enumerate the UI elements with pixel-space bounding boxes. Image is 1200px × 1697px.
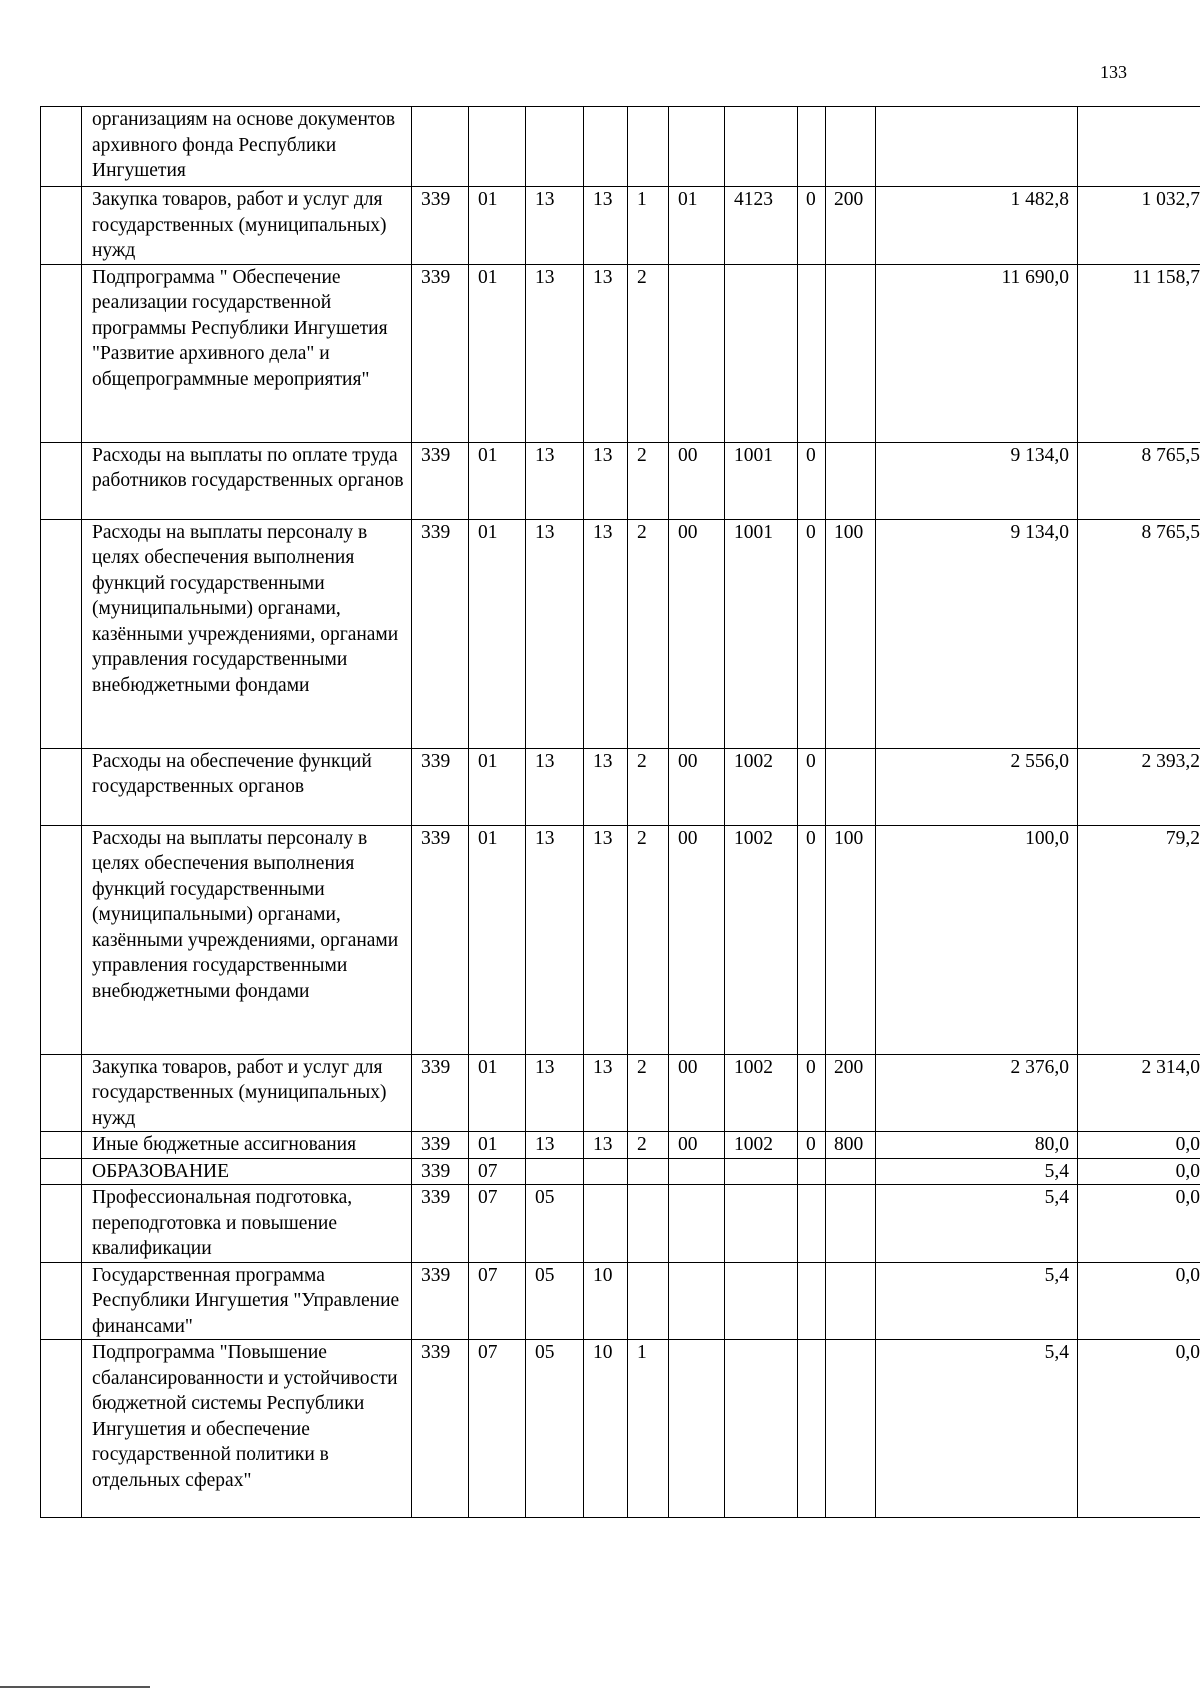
- amount-cell: 0,0: [1078, 1262, 1200, 1340]
- code-cell: 13: [584, 1132, 628, 1159]
- code-cell: 13: [526, 825, 584, 1054]
- row-description: Расходы на обеспечение функций государственных органов: [82, 748, 412, 825]
- code-cell: 07: [469, 1158, 526, 1185]
- code-cell: 00: [669, 519, 725, 748]
- table-row: [41, 107, 1200, 187]
- code-cell: [669, 1340, 725, 1518]
- code-cell: 07: [469, 1185, 526, 1263]
- code-cell: 2: [628, 442, 669, 519]
- code-cell: [798, 1185, 826, 1263]
- code-cell: 01: [469, 825, 526, 1054]
- amount-cell: 5,4: [876, 1158, 1078, 1185]
- code-cell: 10: [584, 1340, 628, 1518]
- empty-cell: [41, 1185, 82, 1263]
- code-cell: 05: [526, 1185, 584, 1263]
- page-number: 133: [1100, 62, 1127, 82]
- code-cell: 0: [798, 1054, 826, 1132]
- code-cell: [669, 1262, 725, 1340]
- amount-cell: 0,0: [1078, 1185, 1200, 1263]
- amount-cell: 8 765,5: [1078, 442, 1200, 519]
- table-row: [41, 187, 1200, 265]
- code-cell: 1002: [725, 825, 798, 1054]
- code-cell: 01: [469, 1054, 526, 1132]
- empty-cell: [41, 1054, 82, 1132]
- amount-cell: 80,0: [876, 1132, 1078, 1159]
- empty-cell: [41, 519, 82, 748]
- code-cell: [826, 1340, 876, 1518]
- code-cell: [798, 1340, 826, 1518]
- amount-cell: 11 690,0: [876, 264, 1078, 442]
- code-cell: 0: [798, 442, 826, 519]
- amount-cell: 100,0: [876, 825, 1078, 1054]
- code-cell: [628, 107, 669, 187]
- amount-cell: 2 556,0: [876, 748, 1078, 825]
- amount-cell: 2 376,0: [876, 1054, 1078, 1132]
- row-description: организациям на основе документов архивного фонда Республики Ингушетия: [82, 107, 412, 187]
- code-cell: 00: [669, 1054, 725, 1132]
- empty-cell: [41, 264, 82, 442]
- code-cell: 200: [826, 1054, 876, 1132]
- code-cell: 13: [584, 264, 628, 442]
- table-row: [41, 825, 1200, 1054]
- code-cell: 100: [826, 519, 876, 748]
- code-cell: [725, 1340, 798, 1518]
- code-cell: 01: [469, 187, 526, 265]
- code-cell: 339: [412, 264, 469, 442]
- code-cell: 13: [584, 748, 628, 825]
- code-cell: 339: [412, 748, 469, 825]
- code-cell: 200: [826, 187, 876, 265]
- amount-cell: 0,0: [1078, 1132, 1200, 1159]
- code-cell: 01: [469, 264, 526, 442]
- code-cell: 1002: [725, 1054, 798, 1132]
- code-cell: [725, 1262, 798, 1340]
- code-cell: 339: [412, 1262, 469, 1340]
- code-cell: [669, 264, 725, 442]
- code-cell: [669, 1185, 725, 1263]
- table-row: [41, 748, 1200, 825]
- amount-cell: 5,4: [876, 1340, 1078, 1518]
- amount-cell: 1 482,8: [876, 187, 1078, 265]
- row-description: Подпрограмма "Повышение сбалансированности и устойчивости бюджетной системы Республики Ингушетия и обеспечение государственной политики в отдельных сферах": [82, 1340, 412, 1518]
- code-cell: 00: [669, 1132, 725, 1159]
- code-cell: 00: [669, 825, 725, 1054]
- code-cell: [725, 107, 798, 187]
- code-cell: [669, 107, 725, 187]
- code-cell: 05: [526, 1262, 584, 1340]
- code-cell: 13: [526, 264, 584, 442]
- amount-cell: 11 158,7: [1078, 264, 1200, 442]
- amount-cell: 1 032,7: [1078, 187, 1200, 265]
- code-cell: [628, 1158, 669, 1185]
- code-cell: [584, 1158, 628, 1185]
- code-cell: [798, 107, 826, 187]
- code-cell: 13: [526, 748, 584, 825]
- row-description: Расходы на выплаты персоналу в целях обеспечения выполнения функций государственными (муниципальными) органами, казёнными учреждениями, органами управления государственными внебюджетными фондами: [82, 825, 412, 1054]
- code-cell: [412, 107, 469, 187]
- empty-cell: [41, 1132, 82, 1159]
- row-description: Иные бюджетные ассигнования: [82, 1132, 412, 1159]
- code-cell: 1001: [725, 442, 798, 519]
- code-cell: 01: [469, 519, 526, 748]
- amount-cell: 5,4: [876, 1185, 1078, 1263]
- amount-cell: [1078, 107, 1200, 187]
- row-description: Расходы на выплаты персоналу в целях обеспечения выполнения функций государственными (муниципальными) органами, казёнными учреждениями, органами управления государственными внебюджетными фондами: [82, 519, 412, 748]
- row-description: ОБРАЗОВАНИЕ: [82, 1158, 412, 1185]
- empty-cell: [41, 187, 82, 265]
- code-cell: [669, 1158, 725, 1185]
- code-cell: 13: [584, 187, 628, 265]
- code-cell: 4123: [725, 187, 798, 265]
- code-cell: 2: [628, 1132, 669, 1159]
- table-row: [41, 1132, 1200, 1159]
- code-cell: [826, 748, 876, 825]
- row-description: Расходы на выплаты по оплате труда работников государственных органов: [82, 442, 412, 519]
- code-cell: 0: [798, 748, 826, 825]
- code-cell: 13: [526, 187, 584, 265]
- amount-cell: 2 393,2: [1078, 748, 1200, 825]
- code-cell: 00: [669, 748, 725, 825]
- code-cell: 0: [798, 1132, 826, 1159]
- code-cell: 13: [526, 442, 584, 519]
- budget-table: [40, 106, 1200, 1518]
- code-cell: 13: [526, 1132, 584, 1159]
- code-cell: [469, 107, 526, 187]
- code-cell: [826, 1158, 876, 1185]
- amount-cell: 8 765,5: [1078, 519, 1200, 748]
- amount-cell: 5,4: [876, 1262, 1078, 1340]
- code-cell: 339: [412, 187, 469, 265]
- code-cell: 2: [628, 264, 669, 442]
- code-cell: [725, 1158, 798, 1185]
- empty-cell: [41, 1262, 82, 1340]
- code-cell: 339: [412, 1158, 469, 1185]
- code-cell: 01: [469, 748, 526, 825]
- code-cell: 0: [798, 825, 826, 1054]
- code-cell: 1: [628, 1340, 669, 1518]
- code-cell: 01: [469, 442, 526, 519]
- code-cell: [628, 1185, 669, 1263]
- table-row: [41, 264, 1200, 442]
- code-cell: 1: [628, 187, 669, 265]
- table-row: [41, 1054, 1200, 1132]
- code-cell: 13: [584, 825, 628, 1054]
- code-cell: [826, 1262, 876, 1340]
- amount-cell: 2 314,0: [1078, 1054, 1200, 1132]
- code-cell: 13: [584, 1054, 628, 1132]
- code-cell: [526, 107, 584, 187]
- code-cell: 2: [628, 1054, 669, 1132]
- code-cell: 2: [628, 748, 669, 825]
- code-cell: 339: [412, 1340, 469, 1518]
- code-cell: 339: [412, 1054, 469, 1132]
- code-cell: 07: [469, 1262, 526, 1340]
- code-cell: 13: [584, 519, 628, 748]
- row-description: Закупка товаров, работ и услуг для государственных (муниципальных) нужд: [82, 187, 412, 265]
- code-cell: 01: [469, 1132, 526, 1159]
- code-cell: 339: [412, 519, 469, 748]
- table-row: [41, 1158, 1200, 1185]
- code-cell: 339: [412, 825, 469, 1054]
- code-cell: 100: [826, 825, 876, 1054]
- amount-cell: 79,2: [1078, 825, 1200, 1054]
- code-cell: 339: [412, 442, 469, 519]
- table-row: [41, 519, 1200, 748]
- code-cell: 1002: [725, 748, 798, 825]
- amount-cell: 9 134,0: [876, 519, 1078, 748]
- empty-cell: [41, 1158, 82, 1185]
- empty-cell: [41, 825, 82, 1054]
- amount-cell: 0,0: [1078, 1158, 1200, 1185]
- amount-cell: 9 134,0: [876, 442, 1078, 519]
- code-cell: 339: [412, 1185, 469, 1263]
- amount-cell: [876, 107, 1078, 187]
- row-description: Закупка товаров, работ и услуг для государственных (муниципальных) нужд: [82, 1054, 412, 1132]
- amount-cell: 0,0: [1078, 1340, 1200, 1518]
- code-cell: [826, 264, 876, 442]
- empty-cell: [41, 107, 82, 187]
- code-cell: [826, 1185, 876, 1263]
- empty-cell: [41, 748, 82, 825]
- row-description: Профессиональная подготовка, переподготовка и повышение квалификации: [82, 1185, 412, 1263]
- code-cell: [725, 264, 798, 442]
- code-cell: 2: [628, 825, 669, 1054]
- code-cell: 00: [669, 442, 725, 519]
- code-cell: 0: [798, 187, 826, 265]
- table-row: [41, 442, 1200, 519]
- code-cell: [826, 107, 876, 187]
- code-cell: 800: [826, 1132, 876, 1159]
- empty-cell: [41, 442, 82, 519]
- code-cell: 01: [669, 187, 725, 265]
- table-row: [41, 1185, 1200, 1263]
- code-cell: [826, 442, 876, 519]
- code-cell: 339: [412, 1132, 469, 1159]
- code-cell: 10: [584, 1262, 628, 1340]
- code-cell: 05: [526, 1340, 584, 1518]
- code-cell: [584, 107, 628, 187]
- code-cell: [584, 1185, 628, 1263]
- code-cell: 13: [526, 1054, 584, 1132]
- row-description: Государственная программа Республики Ингушетия "Управление финансами": [82, 1262, 412, 1340]
- row-description: Подпрограмма " Обеспечение реализации государственной программы Республики Ингушетия "Развитие архивного дела" и общепрограммные мероприятия": [82, 264, 412, 442]
- table-row: [41, 1340, 1200, 1518]
- scan-artifact-line: [0, 1686, 150, 1688]
- code-cell: [798, 1158, 826, 1185]
- empty-cell: [41, 1340, 82, 1518]
- code-cell: [628, 1262, 669, 1340]
- code-cell: [725, 1185, 798, 1263]
- table-row: [41, 1262, 1200, 1340]
- code-cell: 2: [628, 519, 669, 748]
- code-cell: [798, 1262, 826, 1340]
- code-cell: 07: [469, 1340, 526, 1518]
- code-cell: [526, 1158, 584, 1185]
- code-cell: 0: [798, 519, 826, 748]
- code-cell: 13: [526, 519, 584, 748]
- code-cell: 1001: [725, 519, 798, 748]
- code-cell: [798, 264, 826, 442]
- code-cell: 13: [584, 442, 628, 519]
- code-cell: 1002: [725, 1132, 798, 1159]
